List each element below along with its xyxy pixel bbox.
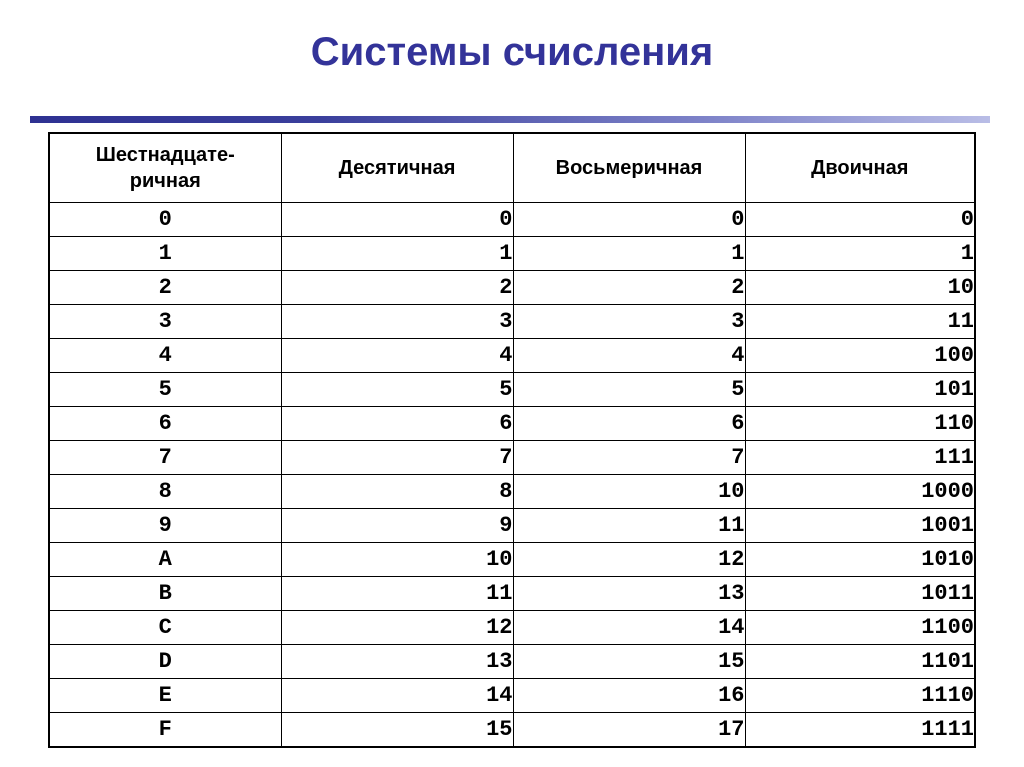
cell-bin: 1101 xyxy=(745,645,975,679)
cell-oct: 10 xyxy=(513,475,745,509)
table-row xyxy=(49,713,975,748)
cell-dec: 11 xyxy=(281,577,513,611)
table-row xyxy=(49,577,975,611)
cell-bin: 10 xyxy=(745,271,975,305)
cell-bin: 111 xyxy=(745,441,975,475)
cell-oct: 7 xyxy=(513,441,745,475)
cell-oct: 6 xyxy=(513,407,745,441)
page-title: Системы счисления xyxy=(310,30,714,74)
cell-hex: 1 xyxy=(49,237,281,271)
cell-dec: 13 xyxy=(281,645,513,679)
table-row xyxy=(49,203,975,237)
cell-oct: 1 xyxy=(513,237,745,271)
cell-dec: 4 xyxy=(281,339,513,373)
table-row xyxy=(49,679,975,713)
cell-dec: 2 xyxy=(281,271,513,305)
table-row xyxy=(49,543,975,577)
cell-bin: 1001 xyxy=(745,509,975,543)
cell-bin: 1011 xyxy=(745,577,975,611)
table-row xyxy=(49,271,975,305)
cell-dec: 3 xyxy=(281,305,513,339)
header-dec: Десятичная xyxy=(281,133,513,203)
number-systems-table xyxy=(48,132,976,748)
cell-bin: 110 xyxy=(745,407,975,441)
cell-hex: 3 xyxy=(49,305,281,339)
cell-bin: 0 xyxy=(745,203,975,237)
cell-bin: 11 xyxy=(745,305,975,339)
cell-dec: 10 xyxy=(281,543,513,577)
table-body xyxy=(49,203,975,748)
cell-oct: 17 xyxy=(513,713,745,748)
cell-oct: 12 xyxy=(513,543,745,577)
table-row xyxy=(49,305,975,339)
cell-hex: 6 xyxy=(49,407,281,441)
cell-hex: 4 xyxy=(49,339,281,373)
header-hex-line1: Шестнадцате- xyxy=(95,144,235,166)
cell-dec: 9 xyxy=(281,509,513,543)
cell-hex: 2 xyxy=(49,271,281,305)
table-row xyxy=(49,407,975,441)
cell-bin: 1010 xyxy=(745,543,975,577)
cell-oct: 13 xyxy=(513,577,745,611)
cell-oct: 14 xyxy=(513,611,745,645)
cell-hex: 5 xyxy=(49,373,281,407)
cell-hex: 9 xyxy=(49,509,281,543)
cell-hex: 0 xyxy=(49,203,281,237)
header-hex-line2: ричная xyxy=(129,170,201,192)
cell-bin: 1100 xyxy=(745,611,975,645)
cell-dec: 8 xyxy=(281,475,513,509)
header-hex xyxy=(49,133,281,203)
table-row xyxy=(49,373,975,407)
table-header-row xyxy=(49,133,975,203)
cell-dec: 6 xyxy=(281,407,513,441)
cell-bin: 101 xyxy=(745,373,975,407)
cell-oct: 11 xyxy=(513,509,745,543)
header-oct: Восьмеричная xyxy=(513,133,745,203)
cell-bin: 1111 xyxy=(745,713,975,748)
cell-dec: 7 xyxy=(281,441,513,475)
cell-hex: F xyxy=(49,713,281,748)
table-row xyxy=(49,339,975,373)
cell-oct: 0 xyxy=(513,203,745,237)
cell-dec: 0 xyxy=(281,203,513,237)
cell-dec: 1 xyxy=(281,237,513,271)
cell-hex: B xyxy=(49,577,281,611)
cell-hex: C xyxy=(49,611,281,645)
cell-oct: 4 xyxy=(513,339,745,373)
cell-bin: 1000 xyxy=(745,475,975,509)
cell-oct: 2 xyxy=(513,271,745,305)
cell-oct: 3 xyxy=(513,305,745,339)
cell-oct: 15 xyxy=(513,645,745,679)
cell-oct: 16 xyxy=(513,679,745,713)
cell-hex: D xyxy=(49,645,281,679)
table-row xyxy=(49,611,975,645)
cell-hex: 7 xyxy=(49,441,281,475)
cell-dec: 5 xyxy=(281,373,513,407)
cell-dec: 14 xyxy=(281,679,513,713)
table-row xyxy=(49,441,975,475)
cell-dec: 12 xyxy=(281,611,513,645)
table-row xyxy=(49,237,975,271)
cell-bin: 1110 xyxy=(745,679,975,713)
table-row xyxy=(49,509,975,543)
cell-bin: 100 xyxy=(745,339,975,373)
table-row xyxy=(49,475,975,509)
cell-bin: 1 xyxy=(745,237,975,271)
cell-dec: 15 xyxy=(281,713,513,748)
title-divider xyxy=(30,116,990,123)
cell-hex: E xyxy=(49,679,281,713)
cell-hex: A xyxy=(49,543,281,577)
cell-hex: 8 xyxy=(49,475,281,509)
cell-oct: 5 xyxy=(513,373,745,407)
table-row xyxy=(49,645,975,679)
header-bin: Двоичная xyxy=(745,133,975,203)
